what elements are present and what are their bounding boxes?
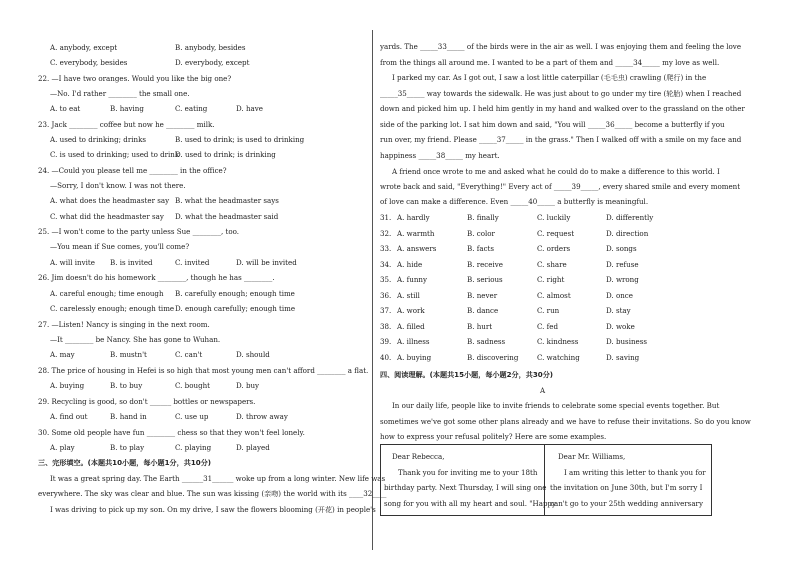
option-d: D. once [606, 290, 633, 300]
column-divider [372, 30, 373, 550]
question-text-line: B. having [110, 104, 144, 113]
question-text-line: B. is invited [110, 258, 153, 267]
reading-intro-line: In our daily life, people like to invite friends to celebrate some special events together. But [392, 401, 720, 410]
letter-williams-line: the invitation on June 30th, but I'm sorry I [550, 483, 703, 492]
option-number: 32. [380, 228, 392, 238]
option-b: B. serious [467, 275, 503, 284]
option-d: D. saving [606, 352, 640, 362]
question-text-line: —It ________ be Nancy. She has gone to Wuhan. [50, 335, 221, 344]
passage-text-line: from the things all around me. I wanted to be a part of them and _____34_____ my love as well. [380, 58, 720, 67]
option-d: D. direction [606, 228, 649, 238]
question-text-line: B. hand in [110, 412, 147, 421]
option-number: 33. [380, 244, 392, 253]
question-text-line: It was a great spring day. The Earth ______31______ woke up from a long winter. New life was [50, 474, 386, 483]
question-text-line: A. will invite [50, 258, 95, 267]
passage-text-line: A friend once wrote to me and asked what he could do to make a difference to this world. I [392, 167, 720, 176]
question-text-line: D. will be invited [236, 258, 297, 267]
question-text-line: —Sorry, I don't know. I was not there. [50, 181, 186, 190]
option-number: 35. [380, 275, 392, 284]
option-a: A. still [397, 290, 420, 300]
option-number: 36. [380, 290, 392, 300]
option-d: D. wrong [606, 275, 639, 284]
question-text-line: 27. —Listen! Nancy is singing in the next room. [38, 320, 210, 329]
question-text-line: A. find out [50, 412, 88, 421]
question-text-line: A. anybody, except [50, 43, 118, 52]
question-text-line: D. throw away [236, 412, 288, 421]
question-text-line: D. what the headmaster said [175, 212, 279, 221]
question-text-line: B. anybody, besides [175, 43, 246, 52]
question-text-line: 29. Recycling is good, so don't ______ bottles or newspapers. [38, 397, 256, 406]
option-d: D. songs [606, 244, 637, 253]
option-number: 31. [380, 213, 392, 222]
question-text-line: A. may [50, 350, 75, 359]
option-c: C. run [537, 306, 560, 315]
question-text-line: C. can't [175, 350, 203, 359]
option-c: C. almost [537, 290, 571, 300]
letter-williams-line: I am writing this letter to thank you for [564, 468, 706, 477]
question-text-line: A. used to drinking; drinks [50, 135, 147, 144]
option-a: A. hardly [397, 213, 430, 222]
question-text-line: A. what does the headmaster say [50, 196, 170, 205]
question-text-line: B. to buy [110, 381, 143, 390]
question-text-line: 23. Jack ________ coffee but now he ________ milk. [38, 120, 215, 129]
option-d: D. business [606, 337, 648, 346]
question-text-line: 26. Jim doesn't do his homework ________, though he has ________. [38, 273, 275, 282]
question-text-line: B. to play [110, 443, 145, 452]
question-text-line: B. used to drink; is used to drinking [175, 135, 305, 144]
option-b: B. receive [467, 259, 503, 269]
question-text-line: C. everybody, besides [50, 58, 128, 67]
passage-text-line: run over, my friend. Please _____37_____ in the grass." Then I walked off with a smile on my face and [380, 135, 742, 144]
question-text-line: 30. Some old people have fun ________ chess so that they won't feel lonely. [38, 428, 305, 437]
question-text-line: C. carelessly enough; enough time [50, 304, 175, 313]
question-text-line: —No. I'd rather ________ the small one. [50, 89, 190, 98]
question-text-line: C. invited [175, 258, 210, 267]
question-text-line: C. playing [175, 443, 212, 452]
question-text-line: C. what did the headmaster say [50, 212, 164, 221]
option-d: D. refuse [606, 259, 639, 269]
question-text-line: D. everybody, except [175, 58, 250, 67]
option-b: B. sadness [467, 337, 506, 346]
option-number: 40. [380, 352, 392, 362]
option-d: D. stay [606, 306, 631, 315]
question-text-line: D. should [236, 350, 270, 359]
question-text-line: D. have [236, 104, 263, 113]
question-text-line: 25. —I won't come to the party unless Sue ________, too. [38, 227, 240, 236]
option-c: C. luckily [537, 213, 571, 222]
question-text-line: A. to eat [50, 104, 81, 113]
option-b: B. never [467, 290, 498, 300]
option-c: C. orders [537, 244, 571, 253]
letter-rebecca-line: song for you with all my heart and soul. "Happy [384, 499, 557, 508]
option-d: D. woke [606, 321, 635, 331]
question-text-line: C. eating [175, 104, 208, 113]
option-a: A. buying [397, 352, 432, 362]
letter-rebecca-line: Thank you for inviting me to your 18th [398, 468, 538, 477]
option-a: A. funny [397, 275, 427, 284]
option-number: 34. [380, 259, 392, 269]
option-b: B. dance [467, 306, 499, 315]
question-text-line: 22. —I have two oranges. Would you like the big one? [38, 74, 232, 83]
question-text-line: D. used to drink; is drinking [175, 150, 276, 159]
question-text-line: —You mean if Sue comes, you'll come? [50, 242, 190, 251]
option-b: B. finally [467, 213, 499, 222]
passage-text-line: down and picked him up. I held him gently in my hand and walked over to the grassland on the other [380, 104, 745, 113]
option-b: B. color [467, 228, 495, 238]
question-text-line: B. mustn't [110, 350, 147, 359]
option-number: 37. [380, 306, 392, 315]
option-a: A. work [397, 306, 425, 315]
question-text-line: A. play [50, 443, 75, 452]
letter-rebecca-line: birthday party. Next Thursday, I will sing one [384, 483, 547, 492]
option-c: C. right [537, 275, 565, 284]
option-c: C. watching [537, 352, 580, 362]
question-text-line: B. carefully enough; enough time [175, 289, 295, 298]
question-text-line: D. played [236, 443, 270, 452]
option-c: C. share [537, 259, 567, 269]
question-text-line: C. is used to drinking; used to drink [50, 150, 180, 159]
option-b: B. discovering [467, 352, 519, 362]
question-text-line: 28. The price of housing in Hefei is so high that most young men can't afford ________ a flat. [38, 366, 369, 375]
passage-text-line: _____35_____ way towards the sidewalk. He was just about to go under my tire (轮胎) when I reached [380, 89, 742, 98]
option-a: A. hide [397, 259, 423, 269]
option-a: A. answers [397, 244, 437, 253]
question-text-line: D. buy [236, 381, 260, 390]
question-text-line: C. bought [175, 381, 211, 390]
reading-intro-line: how to express your refusal politely? Here are some examples. [380, 432, 607, 441]
passage-text-line: yards. The _____33_____ of the birds were in the air as well. I was enjoying them and feeling the love [380, 42, 742, 51]
option-b: B. hurt [467, 321, 493, 331]
passage-text-line: I parked my car. As I got out, I saw a lost little caterpillar (毛毛虫) crawling (爬行) in the [392, 73, 707, 82]
passage-text-line: wrote back and said, "Everything!" Every act of _____39_____, every shared smile and every moment [380, 182, 741, 191]
question-text-line: everywhere. The sky was clear and blue. The sun was kissing (亲吻) the world with its ____32____ [38, 489, 387, 498]
passage-label: A [540, 386, 546, 395]
option-c: C. kindness [537, 337, 579, 346]
option-a: A. illness [397, 337, 430, 346]
option-a: A. filled [397, 321, 425, 331]
section-heading-reading: 四、阅读理解。(本题共15小题，每小题2分，共30分) [380, 370, 554, 379]
section-heading-cloze: 三、完形填空。(本题共10小题，每小题1分，共10分) [38, 458, 212, 467]
question-text-line: C. use up [175, 412, 209, 421]
question-text-line: I was driving to pick up my son. On my drive, I saw the flowers blooming (开花) in people's [50, 505, 376, 514]
option-c: C. fed [537, 321, 559, 331]
question-text-line: D. enough carefully; enough time [175, 304, 296, 313]
question-text-line: A. careful enough; time enough [50, 289, 164, 298]
letter-williams-line: Dear Mr. Williams, [558, 452, 626, 461]
question-text-line: 24. —Could you please tell me ________ in the office? [38, 166, 227, 175]
option-number: 38. [380, 321, 392, 331]
option-b: B. facts [467, 244, 495, 253]
reading-intro-line: sometimes we've got some other plans already and we have to refuse their invitations. So do you know [380, 417, 751, 426]
option-a: A. warmth [397, 228, 435, 238]
option-c: C. request [537, 228, 575, 238]
option-d: D. differently [606, 213, 654, 222]
option-number: 39. [380, 337, 392, 346]
question-text-line: A. buying [50, 381, 85, 390]
binding-margin [8, 90, 22, 470]
letter-rebecca-line: Dear Rebecca, [392, 452, 445, 461]
passage-text-line: happiness _____38_____ my heart. [380, 151, 500, 160]
question-text-line: B. what the headmaster says [175, 196, 279, 205]
letter-williams-line: can't go to your 25th wedding anniversary [550, 499, 703, 508]
passage-text-line: side of the parking lot. I sat him down and said, "You will _____36_____ become a butterfly if you [380, 120, 725, 129]
passage-text-line: of love can make a difference. Even _____40_____ a butterfly is meaningful. [380, 197, 649, 206]
